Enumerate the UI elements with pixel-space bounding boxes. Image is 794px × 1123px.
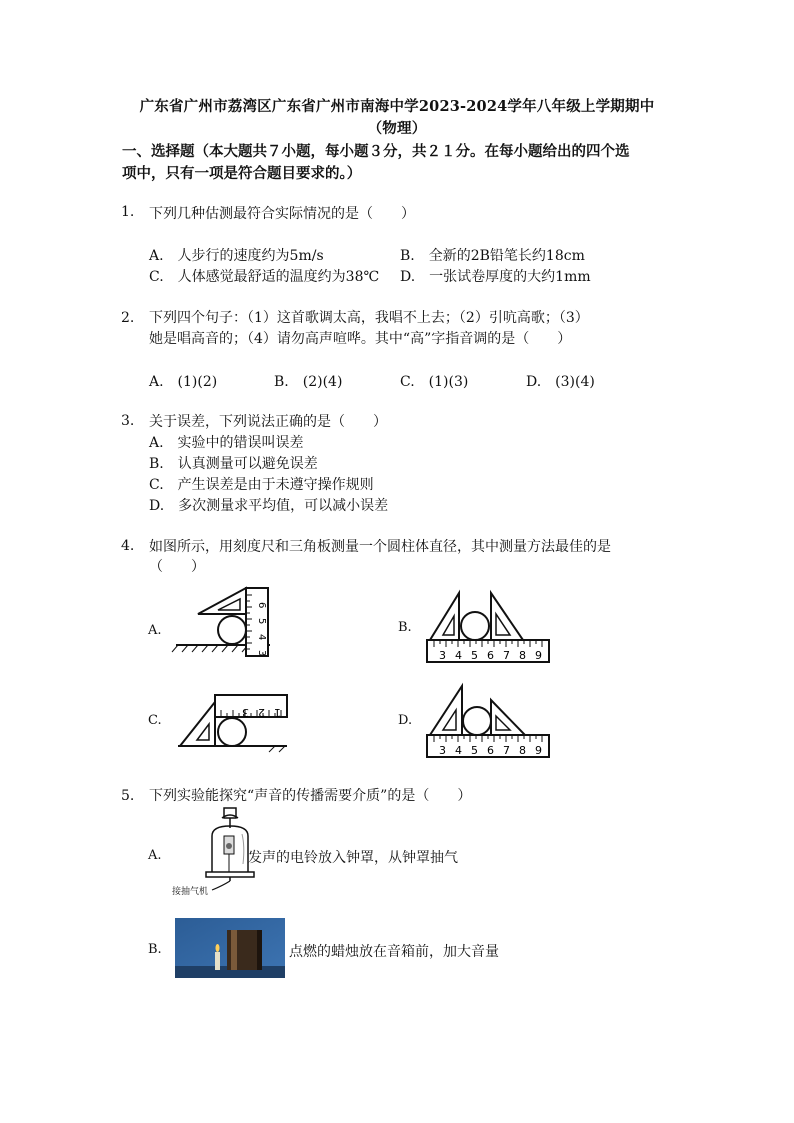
q5-option-b-text[interactable]: 点燃的蜡烛放在音箱前，加大音量 — [289, 944, 499, 960]
fig-d-tick-5: 5 — [471, 744, 478, 757]
fig-a-tick-4: 4 — [256, 634, 267, 641]
q5-option-b-label[interactable]: B. — [148, 942, 162, 957]
fig-b-tick-8: 8 — [519, 649, 526, 662]
q5-number: 5. — [121, 788, 135, 804]
q4-option-c-label[interactable]: C. — [148, 713, 162, 728]
q3-option-b[interactable]: B. 认真测量可以避免误差 — [149, 456, 318, 472]
q2-option-c[interactable]: C. (1)(3) — [400, 374, 469, 390]
fig-d-tick-6: 6 — [487, 744, 494, 757]
q3-option-c[interactable]: C. 产生误差是由于未遵守操作规则 — [149, 477, 374, 493]
fig-a-tick-5: 5 — [256, 618, 267, 625]
fig-c-tick-3: 3 — [242, 706, 249, 719]
fig-d-tick-9: 9 — [535, 744, 542, 757]
page-title: 广东省广州市荔湾区广东省广州市南海中学2023-2024学年八年级上学期期中 — [139, 98, 655, 115]
page-subtitle: （物理） — [367, 120, 427, 137]
section-heading-line2: 项中，只有一项是符合题目要求的。） — [122, 165, 362, 182]
fig-b-tick-4: 4 — [455, 649, 462, 662]
q4-number: 4. — [121, 538, 135, 554]
q3-number: 3. — [121, 413, 135, 429]
q1-option-a[interactable]: A. 人步行的速度约为5m/s — [149, 248, 324, 264]
fig-c-tick-1: 1 — [274, 706, 281, 719]
fig-d-tick-8: 8 — [519, 744, 526, 757]
fig-a-tick-3: 3 — [256, 650, 267, 657]
fig-b-tick-6: 6 — [487, 649, 494, 662]
q4-option-b-label[interactable]: B. — [398, 620, 412, 635]
q1-option-d[interactable]: D. 一张试卷厚度的大约1mm — [400, 269, 591, 285]
q4-text-line1: 如图所示，用刻度尺和三角板测量一个圆柱体直径，其中测量方法最佳的是 — [149, 539, 611, 555]
fig-c-tick-2: 2 — [258, 706, 265, 719]
q4-figure-a — [170, 585, 275, 660]
q4-text-line2: （ ） — [149, 559, 205, 575]
q2-option-a[interactable]: A. (1)(2) — [149, 374, 218, 390]
fig-b-tick-3: 3 — [439, 649, 446, 662]
q1-option-c[interactable]: C. 人体感觉最舒适的温度约为38℃ — [149, 269, 380, 285]
q3-option-a[interactable]: A. 实验中的错误叫误差 — [149, 435, 304, 451]
q1-number: 1. — [121, 204, 135, 220]
candle-speaker-photo — [175, 918, 285, 978]
q2-option-d[interactable]: D. (3)(4) — [526, 374, 595, 390]
fig-d-tick-4: 4 — [455, 744, 462, 757]
q2-number: 2. — [121, 310, 135, 326]
q5-option-a-label[interactable]: A. — [148, 848, 162, 863]
fig-a-tick-6: 6 — [256, 602, 267, 609]
q4-option-d-label[interactable]: D. — [398, 713, 413, 728]
q4-figure-b — [425, 590, 553, 665]
bell-jar-caption: 接抽气机 — [172, 887, 209, 897]
fig-b-tick-5: 5 — [471, 649, 478, 662]
q4-figure-d — [425, 683, 553, 761]
q3-option-d[interactable]: D. 多次测量求平均值，可以减小误差 — [149, 498, 389, 514]
q2-option-b[interactable]: B. (2)(4) — [274, 374, 343, 390]
q4-figure-c — [175, 692, 295, 752]
q2-text-line2: 她是唱高音的；（4）请勿高声喧哗。其中“高”字指音调的是（ ） — [149, 331, 572, 347]
q4-option-a-label[interactable]: A. — [148, 623, 162, 638]
fig-b-tick-7: 7 — [503, 649, 510, 662]
q1-text: 下列几种估测最符合实际情况的是（ ） — [149, 206, 415, 222]
fig-d-tick-3: 3 — [439, 744, 446, 757]
q1-option-b[interactable]: B. 全新的2B铅笔长约18cm — [400, 248, 585, 264]
fig-d-tick-7: 7 — [503, 744, 510, 757]
bell-jar-figure — [172, 806, 252, 896]
fig-b-tick-9: 9 — [535, 649, 542, 662]
q5-option-a-text[interactable]: 发声的电铃放入钟罩，从钟罩抽气 — [248, 850, 458, 866]
section-heading-line1: 一、选择题（本大题共７小题，每小题３分，共２１分。在每小题给出的四个选 — [122, 143, 630, 160]
q2-text-line1: 下列四个句子：（1）这首歌调太高，我唱不上去；（2）引吭高歌；（3） — [149, 310, 589, 326]
q3-text: 关于误差，下列说法正确的是（ ） — [149, 414, 387, 430]
q5-text: 下列实验能探究“声音的传播需要介质”的是（ ） — [149, 788, 472, 804]
